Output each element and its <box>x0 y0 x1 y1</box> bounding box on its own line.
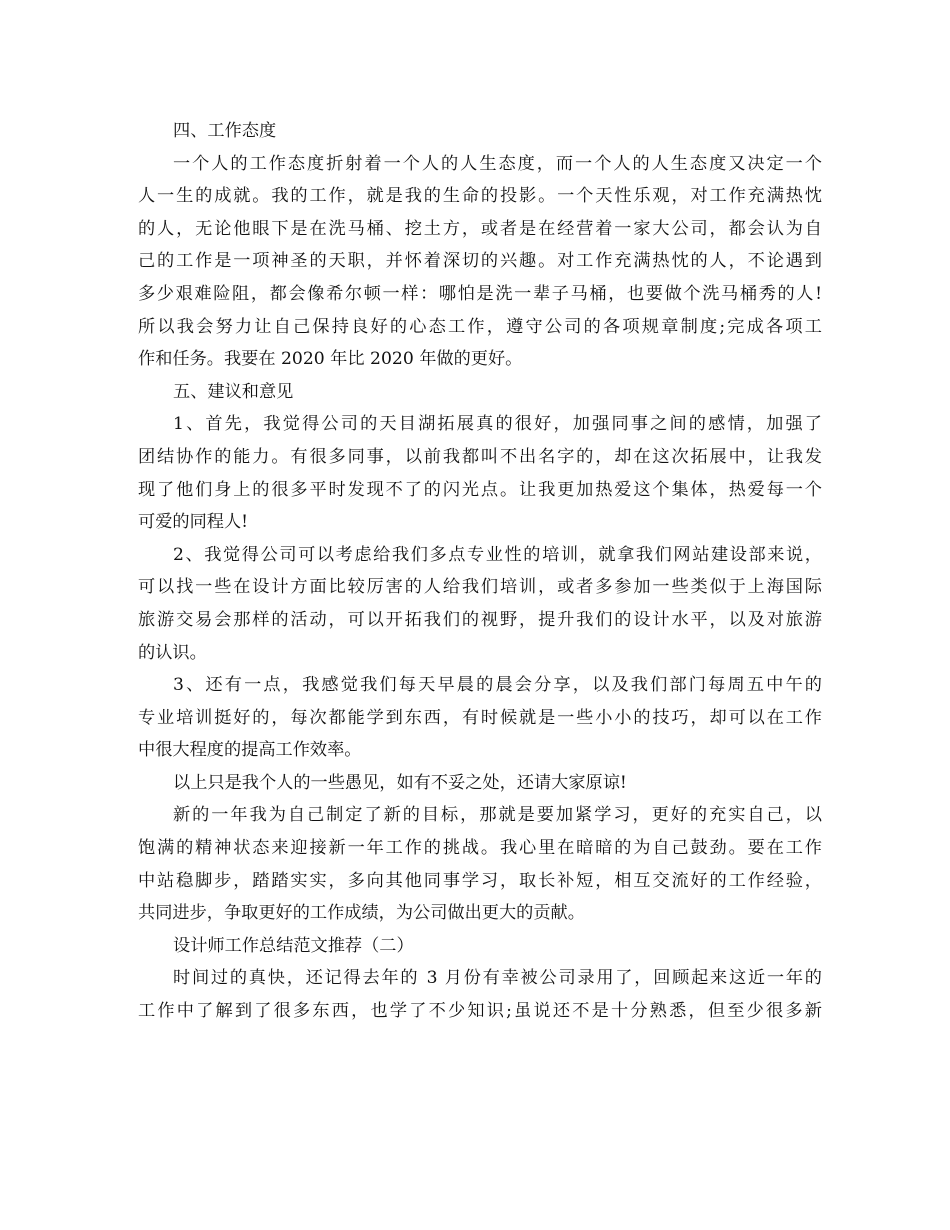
text-line: 专业培训挺好的，每次都能学到东西，有时候就是一些小小的技巧，却可以在工作 <box>138 707 822 728</box>
text-line: 多少艰难险阻，都会像希尔顿一样：哪怕是洗一辈子马桶，也要做个洗马桶秀的人! <box>138 283 822 304</box>
text-line: 2、我觉得公司可以考虑给我们多点专业性的培训，就拿我们网站建设部来说， <box>173 544 822 565</box>
text-line: 新的一年我为自己制定了新的目标，那就是要加紧学习，更好的充实自己，以 <box>173 805 822 826</box>
text-line: 一个人的工作态度折射着一个人的人生态度，而一个人的人生态度又决定一个 <box>173 153 822 174</box>
text-line: 时间过的真快，还记得去年的 3 月份有幸被公司录用了，回顾起来这近一年的 <box>173 968 822 989</box>
text-line: 现了他们身上的很多平时发现不了的闪光点。让我更加热爱这个集体，热爱每一个 <box>138 479 822 500</box>
text-line: 1、首先，我觉得公司的天目湖拓展真的很好，加强同事之间的感情，加强了 <box>173 414 822 435</box>
text-line: 可以找一些在设计方面比较厉害的人给我们培训，或者多参加一些类似于上海国际 <box>138 577 822 598</box>
text-line: 3、还有一点，我感觉我们每天早晨的晨会分享，以及我们部门每周五中午的 <box>173 675 822 696</box>
text-line: 中很大程度的提高工作效率。 <box>138 740 362 761</box>
text-line: 可爱的同程人! <box>138 512 249 533</box>
text-line: 所以我会努力让自己保持良好的心态工作，遵守公司的各项规章制度;完成各项工 <box>138 316 822 337</box>
text-line: 己的工作是一项神圣的天职，并怀着深切的兴趣。对工作充满热忱的人，不论遇到 <box>138 251 822 272</box>
text-line: 人一生的成就。我的工作，就是我的生命的投影。一个天性乐观，对工作充满热忱 <box>138 186 822 207</box>
text-line: 中站稳脚步，踏踏实实，多向其他同事学习，取长补短，相互交流好的工作经验， <box>138 870 822 891</box>
text-line: 旅游交易会那样的活动，可以开拓我们的视野，提升我们的设计水平，以及对旅游 <box>138 609 822 630</box>
text-line: 共同进步，争取更好的工作成绩，为公司做出更大的贡献。 <box>138 903 585 924</box>
text-line: 工作中了解到了很多东西，也学了不少知识;虽说还不是十分熟悉，但至少很多新 <box>138 1001 822 1022</box>
text-line: 的认识。 <box>138 642 207 663</box>
text-line: 设计师工作总结范文推荐（二） <box>173 935 414 956</box>
text-line: 团结协作的能力。有很多同事，以前我都叫不出名字的，却在这次拓展中，让我发 <box>138 446 822 467</box>
text-line: 以上只是我个人的一些愚见，如有不妥之处，还请大家原谅! <box>173 772 627 793</box>
text-line: 饱满的精神状态来迎接新一年工作的挑战。我心里在暗暗的为自己鼓劲。要在工作 <box>138 838 822 859</box>
text-line: 的人，无论他眼下是在洗马桶、挖土方，或者是在经营着一家大公司，都会认为自 <box>138 218 822 239</box>
text-line: 四、工作态度 <box>173 121 277 141</box>
text-line: 五、建议和意见 <box>173 381 294 402</box>
document-body <box>138 115 822 1028</box>
text-line: 作和任务。我要在 2020 年比 2020 年做的更好。 <box>138 349 523 370</box>
